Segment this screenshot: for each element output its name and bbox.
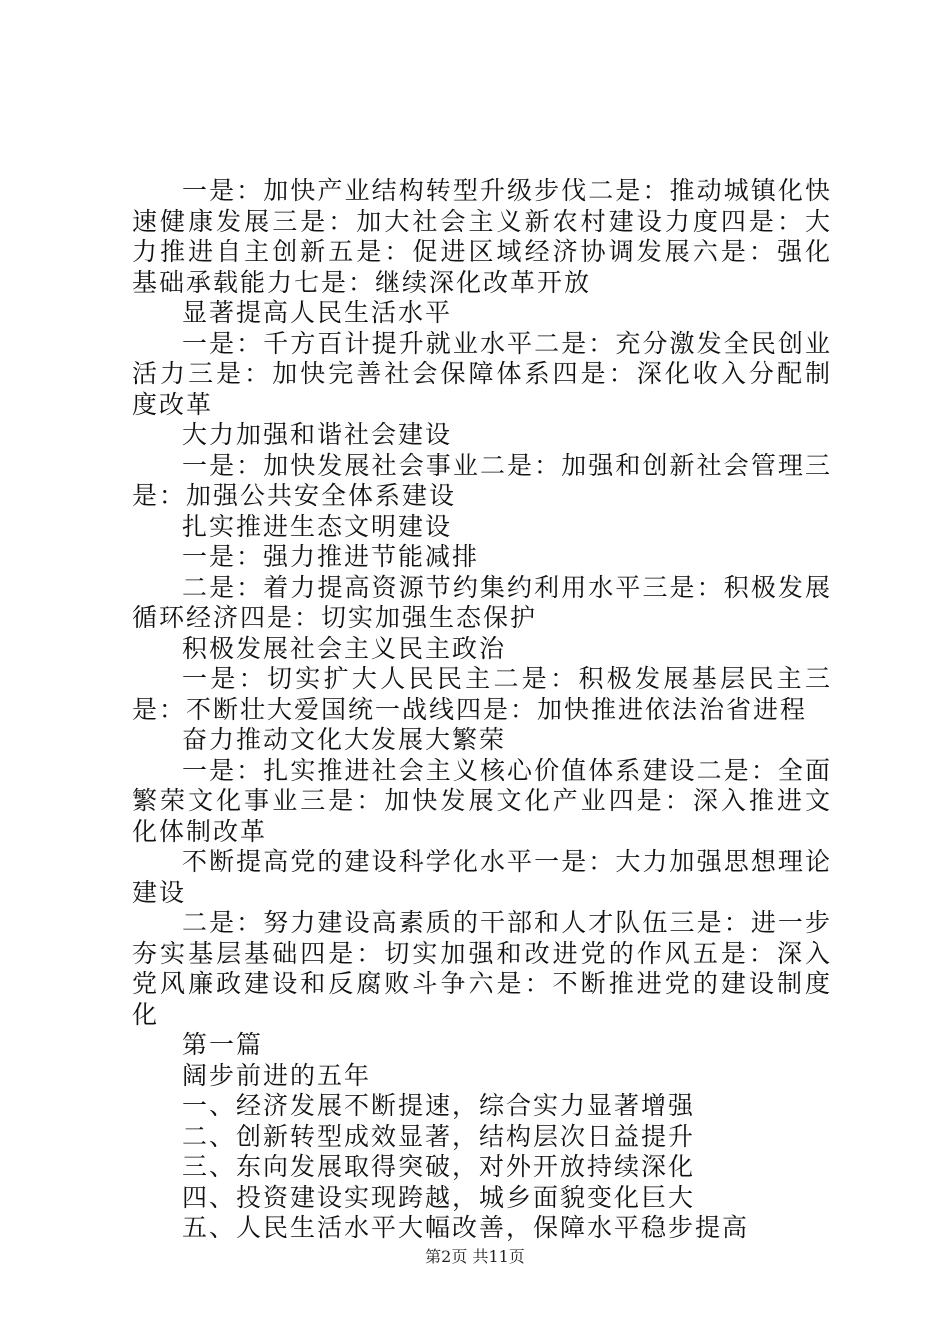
paragraph: 二是：着力提高资源节约集约利用水平三是：积极发展循环经济四是：切实加强生态保护 xyxy=(132,572,832,632)
paragraph: 一是：加快发展社会事业二是：加强和创新社会管理三是：加强公共安全体系建设 xyxy=(132,450,832,510)
paragraph: 一是：加快产业结构转型升级步伐二是：推动城镇化快速健康发展三是：加大社会主义新农村建设力度四是：大力推进自主创新五是：促进区域经济协调发展六是：强化基础承载能力七是：继续深化改革开放 xyxy=(132,176,832,297)
chapter-label: 第一篇 xyxy=(182,1030,264,1059)
chapter-title: 阔步前进的五年 xyxy=(182,1060,372,1090)
paragraph: 不断提高党的建设科学化水平一是：大力加强思想理论建设 xyxy=(132,847,832,907)
page-number-label: 第2页 共11页 xyxy=(425,1247,525,1266)
paragraph: 一是：扎实推进社会主义核心价值体系建设二是：全面繁荣文化事业三是：加快发展文化产业四是：深入推进文化体制改革 xyxy=(132,755,832,846)
section-heading: 扎实推进生态文明建设 xyxy=(182,511,453,541)
section-heading: 积极发展社会主义民主政治 xyxy=(182,633,507,663)
paragraph: 二是：努力建设高素质的干部和人才队伍三是：进一步夯实基层基础四是：切实加强和改进党的作风五是：深入党风廉政建设和反腐败斗争六是：不断推进党的建设制度化 xyxy=(132,908,832,1029)
list-item: 二、创新转型成效显著，结构层次日益提升 xyxy=(182,1121,696,1151)
paragraph: 一是：强力推进节能减排 xyxy=(182,542,480,571)
paragraph: 一是：千方百计提升就业水平二是：充分激发全民创业活力三是：加快完善社会保障体系四是：深化收入分配制度改革 xyxy=(132,328,832,419)
document-body xyxy=(132,176,832,1244)
list-item: 三、东向发展取得突破，对外开放持续深化 xyxy=(182,1152,696,1181)
list-item: 一、经济发展不断提速，综合实力显著增强 xyxy=(182,1091,696,1120)
section-heading: 奋力推动文化大发展大繁荣 xyxy=(182,725,507,754)
list-item: 五、人民生活水平大幅改善，保障水平稳步提高 xyxy=(182,1213,750,1242)
paragraph: 一是：切实扩大人民民主二是：积极发展基层民主三是：不断壮大爱国统一战线四是：加快推进依法治省进程 xyxy=(132,664,832,724)
page-footer xyxy=(0,1244,950,1267)
section-heading: 显著提高人民生活水平 xyxy=(182,298,453,327)
section-heading: 大力加强和谐社会建设 xyxy=(182,420,453,449)
list-item: 四、投资建设实现跨越，城乡面貌变化巨大 xyxy=(182,1182,696,1212)
